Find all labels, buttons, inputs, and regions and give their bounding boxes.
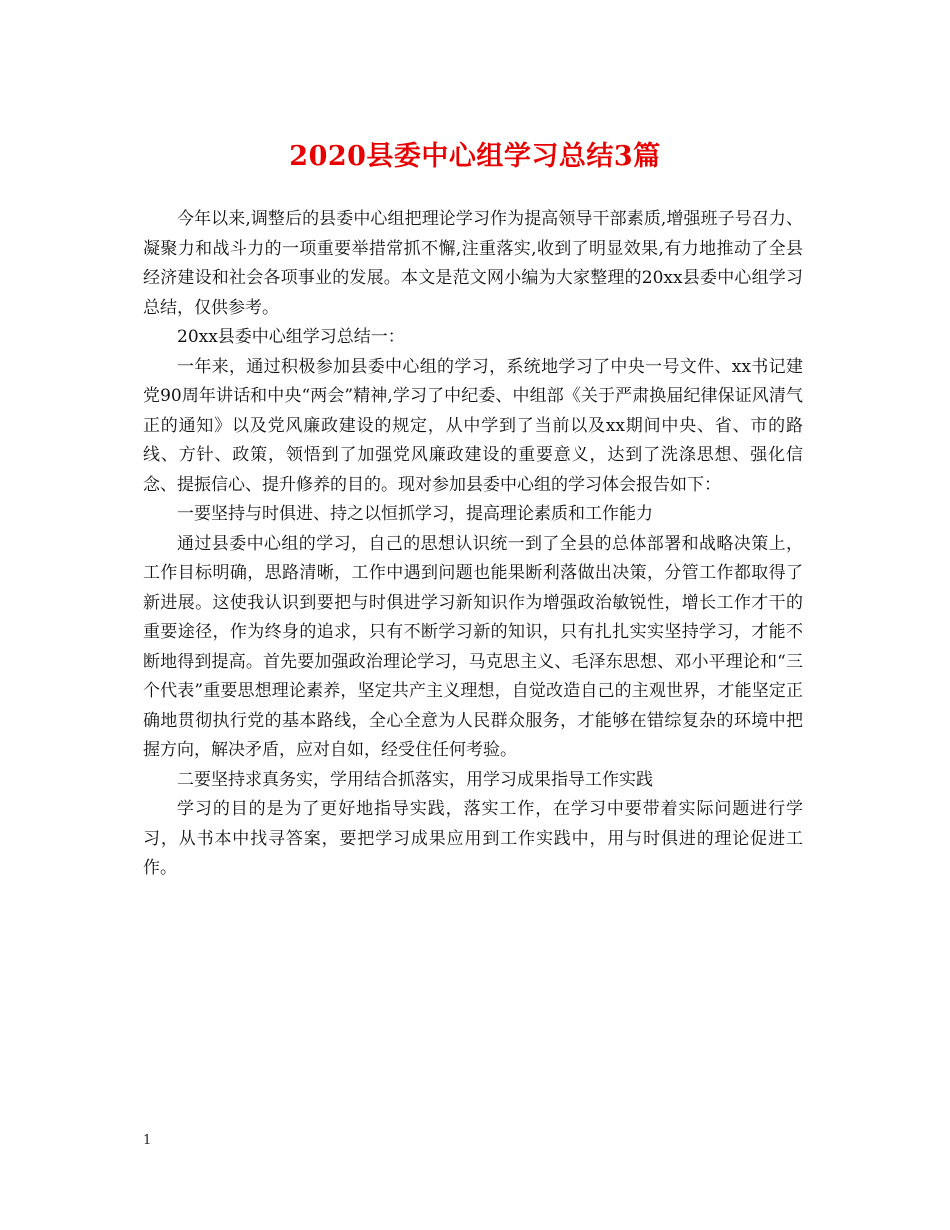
document-title: 2020县委中心组学习总结3篇 — [289, 141, 661, 172]
page-number: 1 — [143, 1133, 152, 1148]
paragraph-section-heading-one: 20xx县委中心组学习总结一： — [177, 327, 405, 347]
paragraph-point-two-heading: 二要坚持求真务实，学用结合抓落实，用学习成果指导工作实践 — [177, 769, 653, 790]
paragraph-study-overview: 一年来，通过积极参加县委中心组的学习，系统地学习了中央一号文件、xx书记建党90周年讲话和中央“两会”精神,学习了中纪委、中组部《关于严肃换届纪律保证风清气正的通知》以及党风廉政建设的规定，从中学到了当前以及xx期间中央、省、市的路线、方针、政策，领悟到了加强党风廉政建设的重要意义，达到了洗涤思想、强化信念、提振信心、提升修养的目的。现对参加县委中心组的学习体会报告如下： — [143, 356, 803, 495]
paragraph-point-one-heading: 一要坚持与时俱进、持之以恒抓学习，提高理论素质和工作能力 — [177, 504, 653, 524]
paragraph-point-one-body: 通过县委中心组的学习，自己的思想认识统一到了全县的总体部署和战略决策上，工作目标明确，思路清晰，工作中遇到问题也能果断利落做出决策，分管工作都取得了新进展。这使我认识到要把与时俱进学习新知识作为增强政治敏锐性，增长工作才干的重要途径，作为终身的追求，只有不断学习新的知识，只有扎扎实实坚持学习，才能不断地得到提高。首先要加强政治理论学习，马克思主义、毛泽东思想、邓小平理论和“三个代表”重要思想理论素养，坚定共产主义理想，自觉改造自己的主观世界，才能坚定正确地贯彻执行党的基本路线，全心全意为人民群众服务，才能够在错综复杂的环境中把握方向，解决矛盾，应对自如，经受住任何考验。 — [143, 533, 803, 760]
paragraph-intro: 今年以来,调整后的县委中心组把理论学习作为提高领导干部素质,增强班子号召力、凝聚力和战斗力的一项重要举措常抓不懈,注重落实,收到了明显效果,有力地推动了全县经济建设和社会各项事业的发展。本文是范文网小编为大家整理的20xx县委中心组学习总结，仅供参考。 — [143, 209, 803, 318]
paragraph-point-two-body: 学习的目的是为了更好地指导实践，落实工作，在学习中要带着实际问题进行学习，从书本中找寻答案，要把学习成果应用到工作实践中，用与时俱进的理论促进工作。 — [143, 799, 803, 878]
document-body — [143, 205, 803, 884]
